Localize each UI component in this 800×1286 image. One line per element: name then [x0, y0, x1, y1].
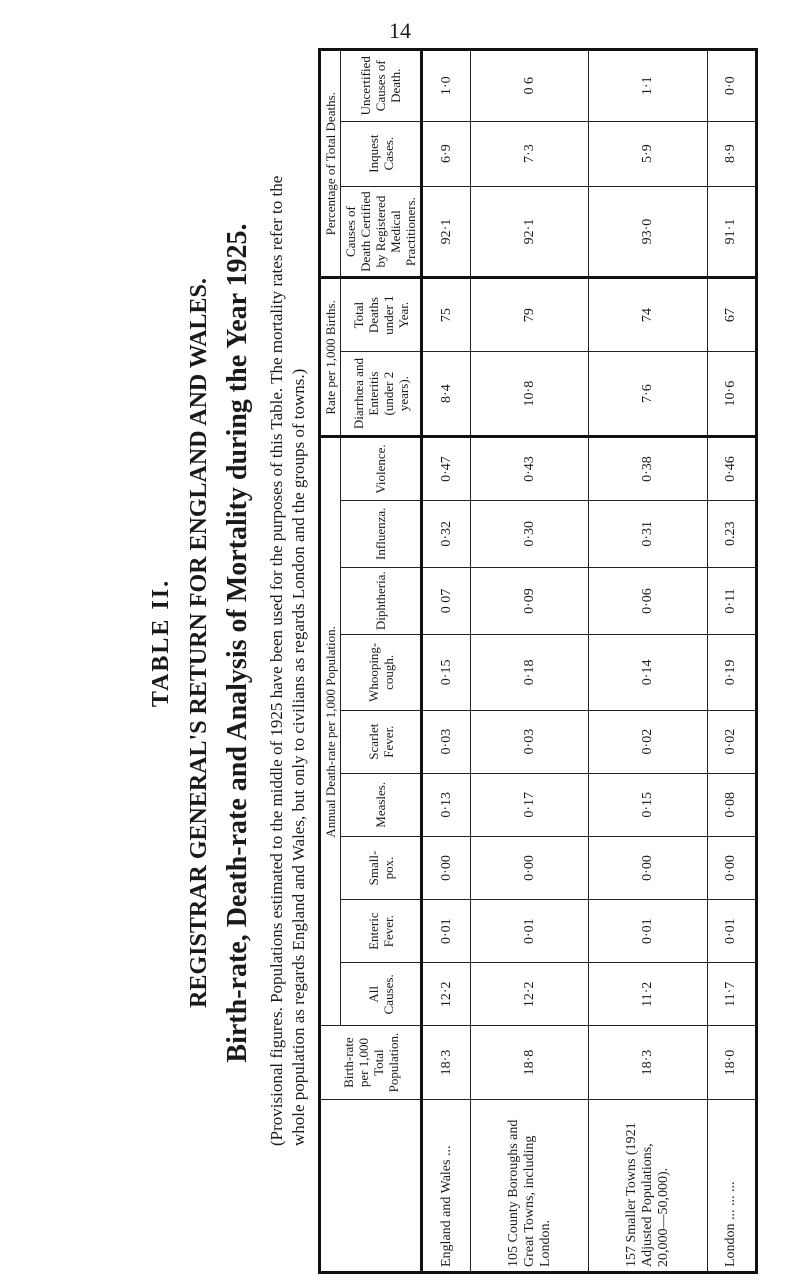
certified-cell: 92·1: [422, 186, 471, 278]
scarlet-cell: 0·03: [422, 710, 471, 773]
smallpox-cell: 0·00: [589, 836, 707, 899]
influenza-header: Influenza.: [341, 500, 422, 567]
infant-deaths-cell: 67: [707, 278, 756, 351]
diphtheria-cell: 0·06: [589, 567, 707, 634]
table-body: [422, 50, 757, 1273]
diphtheria-header: Diphtheria.: [341, 567, 422, 634]
violence-cell: 0·46: [707, 437, 756, 500]
birth-cell: 18·0: [707, 1026, 756, 1099]
mortality-table: [318, 48, 758, 1274]
diarrhoea-header: Diarrhœa and Enteritis (under 2 years).: [341, 351, 422, 437]
diarrhoea-cell: 7·6: [589, 351, 707, 437]
measles-cell: 0·17: [471, 773, 589, 836]
certified-header: Causes of Death Certified by Registered Medical Practitioners.: [341, 186, 422, 278]
page-number: 14: [389, 18, 411, 43]
influenza-cell: 0·31: [589, 500, 707, 567]
uncertified-header: Uncertified Causes of Death.: [341, 50, 422, 122]
whooping-cell: 0·19: [707, 635, 756, 710]
measles-cell: 0·08: [707, 773, 756, 836]
table-row: [422, 50, 471, 1273]
all-causes-cell: 11·7: [707, 963, 756, 1026]
table-subtitle: Birth-rate, Death-rate and Analysis of Mortality during the Year 1925.: [222, 223, 253, 1063]
measles-cell: 0·13: [422, 773, 471, 836]
rate-per-births-group-header: Rate per 1,000 Births.: [320, 278, 341, 437]
infant-deaths-cell: 75: [422, 278, 471, 351]
violence-header: Violence.: [341, 437, 422, 500]
death-rate-group-header: Annual Death-rate per 1,000 Population.: [320, 437, 341, 1026]
scarlet-header: Scarlet Fever.: [341, 710, 422, 773]
table-note: (Provisional figures. Populations estimated to the middle of 1925 have been used for the purposes of this Table. The mortality rates refer to the whole population as regards England and Wales, but only to civilians as regards London and the groups of towns.): [267, 175, 308, 1146]
scarlet-cell: 0·02: [707, 710, 756, 773]
whooping-cell: 0·14: [589, 635, 707, 710]
uncertified-cell: 0 6: [471, 50, 589, 122]
diarrhoea-cell: 8·4: [422, 351, 471, 437]
area-cell: London ... ... ...: [707, 1099, 756, 1272]
enteric-cell: 0·01: [707, 900, 756, 963]
scarlet-cell: 0·02: [589, 710, 707, 773]
header-row-groups: [320, 50, 341, 1273]
area-cell: 157 Smaller Towns (1921 Adjusted Populations, 20,000—50,000).: [589, 1099, 707, 1272]
diphtheria-cell: 0·09: [471, 567, 589, 634]
inquest-cell: 7·3: [471, 121, 589, 186]
table-row: [589, 50, 707, 1273]
infant-deaths-cell: 74: [589, 278, 707, 351]
diphtheria-cell: 0 07: [422, 567, 471, 634]
influenza-cell: 0·32: [422, 500, 471, 567]
smallpox-header: Small-pox.: [341, 836, 422, 899]
certified-cell: 93·0: [589, 186, 707, 278]
uncertified-cell: 0·0: [707, 50, 756, 122]
enteric-cell: 0·01: [471, 900, 589, 963]
violence-cell: 0·38: [589, 437, 707, 500]
uncertified-cell: 1·0: [422, 50, 471, 122]
birth-rate-header: Birth-rate per 1,000 Total Population.: [320, 1026, 422, 1099]
area-cell: England and Wales ...: [422, 1099, 471, 1272]
enteric-cell: 0·01: [422, 900, 471, 963]
certified-cell: 91·1: [707, 186, 756, 278]
table-number: TABLE II.: [148, 578, 174, 708]
table-title: REGISTRAR GENERAL'S RETURN FOR ENGLAND AND WALES.: [186, 278, 212, 1008]
inquest-cell: 8·9: [707, 121, 756, 186]
smallpox-cell: 0·00: [422, 836, 471, 899]
diarrhoea-cell: 10·8: [471, 351, 589, 437]
enteric-cell: 0·01: [589, 900, 707, 963]
whooping-cell: 0·18: [471, 635, 589, 710]
birth-cell: 18·8: [471, 1026, 589, 1099]
all-causes-cell: 11·2: [589, 963, 707, 1026]
all-causes-cell: 12·2: [471, 963, 589, 1026]
birth-cell: 18·3: [589, 1026, 707, 1099]
measles-cell: 0·15: [589, 773, 707, 836]
all-causes-header: All Causes.: [341, 963, 422, 1026]
smallpox-cell: 0·00: [471, 836, 589, 899]
violence-cell: 0·43: [471, 437, 589, 500]
table-row: [707, 50, 756, 1273]
uncertified-cell: 1·1: [589, 50, 707, 122]
whooping-header: Whooping-cough.: [341, 635, 422, 710]
infant-deaths-cell: 79: [471, 278, 589, 351]
scarlet-cell: 0·03: [471, 710, 589, 773]
table-row: [471, 50, 589, 1273]
infant-deaths-header: Total Deaths under 1 Year.: [341, 278, 422, 351]
certified-cell: 92·1: [471, 186, 589, 278]
violence-cell: 0·47: [422, 437, 471, 500]
inquest-header: Inquest Cases.: [341, 121, 422, 186]
birth-cell: 18·3: [422, 1026, 471, 1099]
enteric-header: Enteric Fever.: [341, 900, 422, 963]
influenza-cell: 0·30: [471, 500, 589, 567]
influenza-cell: 0.23: [707, 500, 756, 567]
smallpox-cell: 0·00: [707, 836, 756, 899]
whooping-cell: 0·15: [422, 635, 471, 710]
inquest-cell: 5·9: [589, 121, 707, 186]
diarrhoea-cell: 10·6: [707, 351, 756, 437]
measles-header: Measles.: [341, 773, 422, 836]
area-cell: 105 County Boroughs and Great Towns, including London.: [471, 1099, 589, 1272]
percentage-group-header: Percentage of Total Deaths.: [320, 50, 341, 278]
all-causes-cell: 12·2: [422, 963, 471, 1026]
inquest-cell: 6·9: [422, 121, 471, 186]
diphtheria-cell: 0·11: [707, 567, 756, 634]
area-header: [320, 1099, 422, 1272]
